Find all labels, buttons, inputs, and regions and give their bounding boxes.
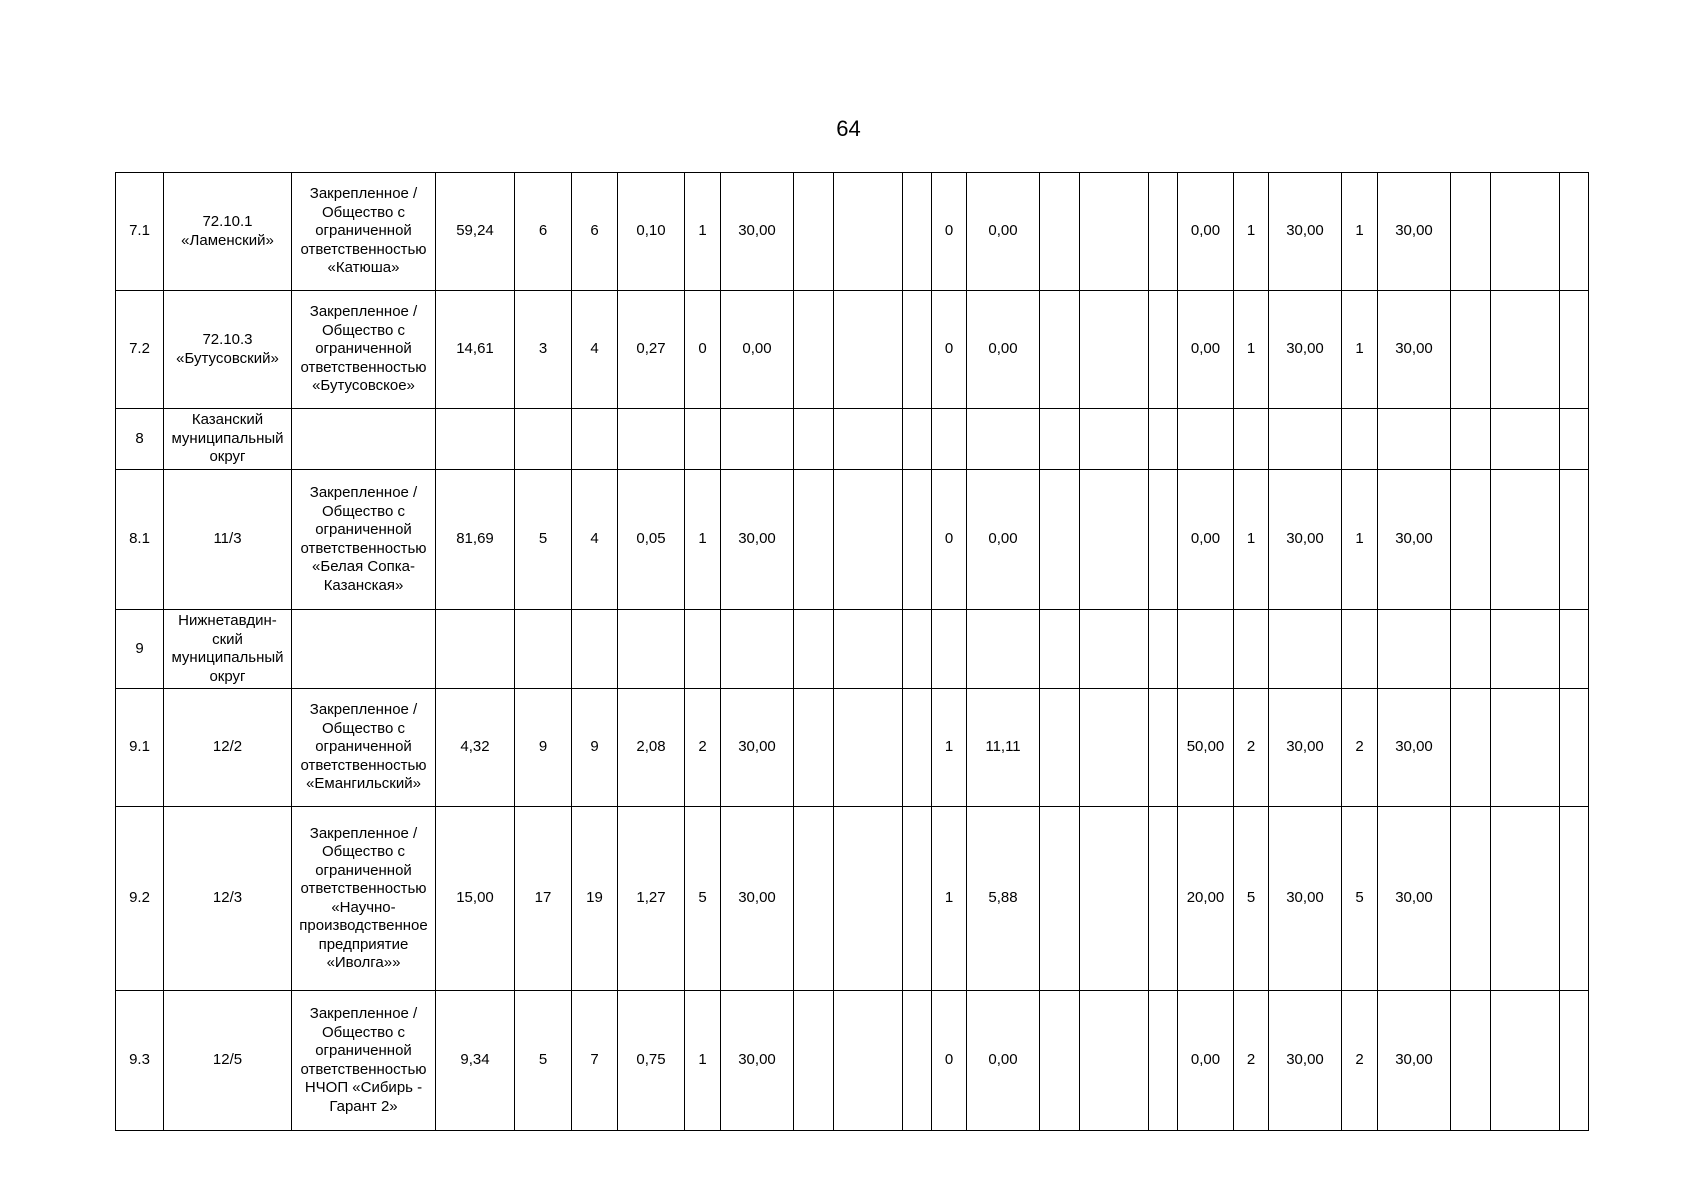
table-cell xyxy=(1080,807,1149,991)
table-cell: 2 xyxy=(685,689,721,807)
table-cell xyxy=(1149,807,1178,991)
table-cell: 5,88 xyxy=(967,807,1040,991)
table-cell: 30,00 xyxy=(1269,470,1342,610)
table-cell: 0,00 xyxy=(967,291,1040,409)
table-cell xyxy=(1451,470,1491,610)
table-cell xyxy=(1149,991,1178,1131)
table-cell xyxy=(1560,807,1589,991)
table-cell xyxy=(903,173,932,291)
table-cell xyxy=(1080,409,1149,470)
table-cell xyxy=(1491,610,1560,689)
table-cell xyxy=(834,689,903,807)
table-cell: 17 xyxy=(515,807,572,991)
table-cell xyxy=(794,610,834,689)
table-cell: 0 xyxy=(932,173,967,291)
table-cell xyxy=(721,610,794,689)
table-cell: 30,00 xyxy=(1269,173,1342,291)
table-cell xyxy=(292,409,436,470)
table-cell xyxy=(515,610,572,689)
table-cell xyxy=(1080,291,1149,409)
table-cell: 2 xyxy=(1342,991,1378,1131)
table-cell xyxy=(1491,173,1560,291)
table-cell: 2 xyxy=(1342,689,1378,807)
table-cell: 30,00 xyxy=(1378,470,1451,610)
table-cell xyxy=(794,470,834,610)
table-cell xyxy=(1342,610,1378,689)
table-cell: 1 xyxy=(1234,173,1269,291)
table-cell: 30,00 xyxy=(721,470,794,610)
table-cell: 9 xyxy=(116,610,164,689)
table-row xyxy=(116,689,1589,807)
table-cell xyxy=(618,409,685,470)
table-cell: 0,00 xyxy=(967,173,1040,291)
table-cell xyxy=(834,991,903,1131)
table-cell: 3 xyxy=(515,291,572,409)
table-cell xyxy=(1040,173,1080,291)
table-cell xyxy=(834,610,903,689)
table-cell: 0 xyxy=(932,470,967,610)
table-cell xyxy=(1040,807,1080,991)
table-cell: 19 xyxy=(572,807,618,991)
table-cell xyxy=(572,409,618,470)
table-cell xyxy=(1378,409,1451,470)
table-cell xyxy=(1178,409,1234,470)
table-cell: 0,00 xyxy=(1178,173,1234,291)
table-row xyxy=(116,409,1589,470)
table-cell xyxy=(1491,991,1560,1131)
table-cell xyxy=(515,409,572,470)
table-cell: 12/5 xyxy=(164,991,292,1131)
table-cell: Закрепленное / Общество с ограниченной ответственностью НЧОП «Сибирь - Гарант 2» xyxy=(292,991,436,1131)
table-cell: 30,00 xyxy=(1378,807,1451,991)
table-cell xyxy=(1040,291,1080,409)
table-cell: 5 xyxy=(685,807,721,991)
table-cell: 30,00 xyxy=(721,173,794,291)
table-cell: 5 xyxy=(1234,807,1269,991)
table-cell: 4 xyxy=(572,291,618,409)
table-cell xyxy=(903,470,932,610)
table-cell: 0,00 xyxy=(967,470,1040,610)
table-cell xyxy=(1491,409,1560,470)
table-cell xyxy=(1149,689,1178,807)
table-cell: 4 xyxy=(572,470,618,610)
table-cell xyxy=(1560,610,1589,689)
table-cell: 7.1 xyxy=(116,173,164,291)
table-row xyxy=(116,470,1589,610)
table-cell: 0,27 xyxy=(618,291,685,409)
table-cell: 11/3 xyxy=(164,470,292,610)
table-cell: 9 xyxy=(515,689,572,807)
table-cell: 6 xyxy=(515,173,572,291)
table-cell xyxy=(794,807,834,991)
table-cell xyxy=(794,409,834,470)
table-cell xyxy=(834,173,903,291)
table-cell: 9.3 xyxy=(116,991,164,1131)
table-cell: 4,32 xyxy=(436,689,515,807)
table-cell: Закрепленное / Общество с ограниченной ответственностью «Белая Сопка- Казанская» xyxy=(292,470,436,610)
table-cell: Закрепленное / Общество с ограниченной ответственностью «Бутусовское» xyxy=(292,291,436,409)
table-cell xyxy=(834,409,903,470)
table-cell xyxy=(1149,610,1178,689)
table-cell: 9.2 xyxy=(116,807,164,991)
table-cell: 30,00 xyxy=(721,807,794,991)
table-cell xyxy=(1378,610,1451,689)
table-row xyxy=(116,807,1589,991)
table-cell: 8 xyxy=(116,409,164,470)
table-cell xyxy=(1080,470,1149,610)
table-cell: 30,00 xyxy=(1269,689,1342,807)
table-cell: 1 xyxy=(1342,173,1378,291)
table-cell xyxy=(1269,409,1342,470)
table-cell: Закрепленное / Общество с ограниченной ответственностью «Катюша» xyxy=(292,173,436,291)
table-cell: 15,00 xyxy=(436,807,515,991)
table-cell: 5 xyxy=(515,470,572,610)
table-cell xyxy=(1451,291,1491,409)
table-cell xyxy=(618,610,685,689)
table-cell: 2,08 xyxy=(618,689,685,807)
table-cell xyxy=(1149,470,1178,610)
table-cell xyxy=(903,991,932,1131)
table-cell: 30,00 xyxy=(1378,291,1451,409)
table-cell xyxy=(1560,689,1589,807)
table-cell: 0 xyxy=(932,991,967,1131)
table-cell xyxy=(903,409,932,470)
table-cell: 8.1 xyxy=(116,470,164,610)
table-cell: 11,11 xyxy=(967,689,1040,807)
table-cell xyxy=(932,409,967,470)
table-cell xyxy=(1080,689,1149,807)
table-cell xyxy=(1560,291,1589,409)
table-cell xyxy=(1149,173,1178,291)
table-cell: 30,00 xyxy=(1378,173,1451,291)
table-cell: 1 xyxy=(1234,291,1269,409)
table-cell: 9.1 xyxy=(116,689,164,807)
table-cell xyxy=(436,409,515,470)
table-cell xyxy=(572,610,618,689)
table-cell: 81,69 xyxy=(436,470,515,610)
table-cell xyxy=(834,291,903,409)
table-cell: 1 xyxy=(685,991,721,1131)
table-cell xyxy=(1234,409,1269,470)
table-cell: 6 xyxy=(572,173,618,291)
table-cell xyxy=(1080,991,1149,1131)
table-cell xyxy=(1149,409,1178,470)
table-cell xyxy=(1342,409,1378,470)
table-cell: 1 xyxy=(1342,470,1378,610)
table-cell xyxy=(932,610,967,689)
table-cell: 2 xyxy=(1234,991,1269,1131)
table-cell: 0,75 xyxy=(618,991,685,1131)
table-cell: 1 xyxy=(932,689,967,807)
table-cell: 20,00 xyxy=(1178,807,1234,991)
table-cell: 1 xyxy=(1342,291,1378,409)
table-cell xyxy=(794,291,834,409)
table-cell xyxy=(903,807,932,991)
table-cell: 30,00 xyxy=(1269,807,1342,991)
table-cell xyxy=(1040,610,1080,689)
table-cell: 9 xyxy=(572,689,618,807)
table-cell xyxy=(1560,409,1589,470)
table-cell: 30,00 xyxy=(1269,991,1342,1131)
table-cell xyxy=(1080,173,1149,291)
table-cell xyxy=(1491,689,1560,807)
table-cell: 1,27 xyxy=(618,807,685,991)
table-cell xyxy=(1040,689,1080,807)
table-cell xyxy=(1451,409,1491,470)
table-cell xyxy=(1234,610,1269,689)
table-cell xyxy=(1491,291,1560,409)
table-cell: 30,00 xyxy=(721,991,794,1131)
table-cell: 0,10 xyxy=(618,173,685,291)
table-cell: 12/2 xyxy=(164,689,292,807)
table-cell xyxy=(834,470,903,610)
table-cell xyxy=(1560,991,1589,1131)
table-cell: 1 xyxy=(685,470,721,610)
table-cell xyxy=(1269,610,1342,689)
table-cell: 0 xyxy=(932,291,967,409)
page-number: 64 xyxy=(836,116,861,141)
table-cell: 1 xyxy=(1234,470,1269,610)
table-cell: 30,00 xyxy=(1269,291,1342,409)
table-cell xyxy=(1451,610,1491,689)
table-cell: 0,00 xyxy=(721,291,794,409)
table-cell xyxy=(794,173,834,291)
table-row xyxy=(116,291,1589,409)
table-cell: 1 xyxy=(932,807,967,991)
table-cell xyxy=(903,291,932,409)
table-cell xyxy=(685,409,721,470)
table-cell: 7.2 xyxy=(116,291,164,409)
table-cell: 5 xyxy=(515,991,572,1131)
table-row xyxy=(116,173,1589,291)
table-row xyxy=(116,991,1589,1131)
table-cell xyxy=(834,807,903,991)
table-cell: 50,00 xyxy=(1178,689,1234,807)
table-cell xyxy=(685,610,721,689)
table-cell: 72.10.1 «Ламенский» xyxy=(164,173,292,291)
table-cell: 7 xyxy=(572,991,618,1131)
table-cell xyxy=(794,991,834,1131)
table-cell: 0,00 xyxy=(1178,991,1234,1131)
table-cell xyxy=(967,610,1040,689)
table-cell xyxy=(1040,991,1080,1131)
table-cell: 1 xyxy=(685,173,721,291)
table-cell: Казанский муниципальный округ xyxy=(164,409,292,470)
table-cell xyxy=(1560,173,1589,291)
table-cell xyxy=(1560,470,1589,610)
table-cell xyxy=(1451,689,1491,807)
table-cell xyxy=(1451,807,1491,991)
table-cell xyxy=(292,610,436,689)
table-cell: 5 xyxy=(1342,807,1378,991)
table-cell: 0,00 xyxy=(967,991,1040,1131)
table-cell: 30,00 xyxy=(721,689,794,807)
table-cell: Нижнетавдин- ский муниципальный округ xyxy=(164,610,292,689)
table-cell: 72.10.3 «Бутусовский» xyxy=(164,291,292,409)
table-cell: 9,34 xyxy=(436,991,515,1131)
table-cell: 30,00 xyxy=(1378,991,1451,1131)
table-cell xyxy=(1040,409,1080,470)
data-table xyxy=(115,172,1589,1131)
table-cell: Закрепленное / Общество с ограниченной ответственностью «Научно- производственное предприятие «Иволга»» xyxy=(292,807,436,991)
table-cell xyxy=(967,409,1040,470)
table-cell xyxy=(1451,991,1491,1131)
table-cell: 0,00 xyxy=(1178,291,1234,409)
table-cell xyxy=(903,610,932,689)
table-cell: 0 xyxy=(685,291,721,409)
table-cell: Закрепленное / Общество с ограниченной ответственностью «Емангильский» xyxy=(292,689,436,807)
table-cell: 14,61 xyxy=(436,291,515,409)
table-cell: 0,05 xyxy=(618,470,685,610)
table-cell: 2 xyxy=(1234,689,1269,807)
table-row xyxy=(116,610,1589,689)
table-cell xyxy=(903,689,932,807)
table-cell xyxy=(436,610,515,689)
table-cell xyxy=(721,409,794,470)
table-cell xyxy=(1491,807,1560,991)
table-cell xyxy=(1178,610,1234,689)
table-cell xyxy=(1149,291,1178,409)
table-cell xyxy=(1040,470,1080,610)
table-cell xyxy=(1491,470,1560,610)
table-cell: 30,00 xyxy=(1378,689,1451,807)
table-cell: 12/3 xyxy=(164,807,292,991)
table-cell: 59,24 xyxy=(436,173,515,291)
table-cell xyxy=(1080,610,1149,689)
table-cell xyxy=(794,689,834,807)
table-cell: 0,00 xyxy=(1178,470,1234,610)
table-cell xyxy=(1451,173,1491,291)
